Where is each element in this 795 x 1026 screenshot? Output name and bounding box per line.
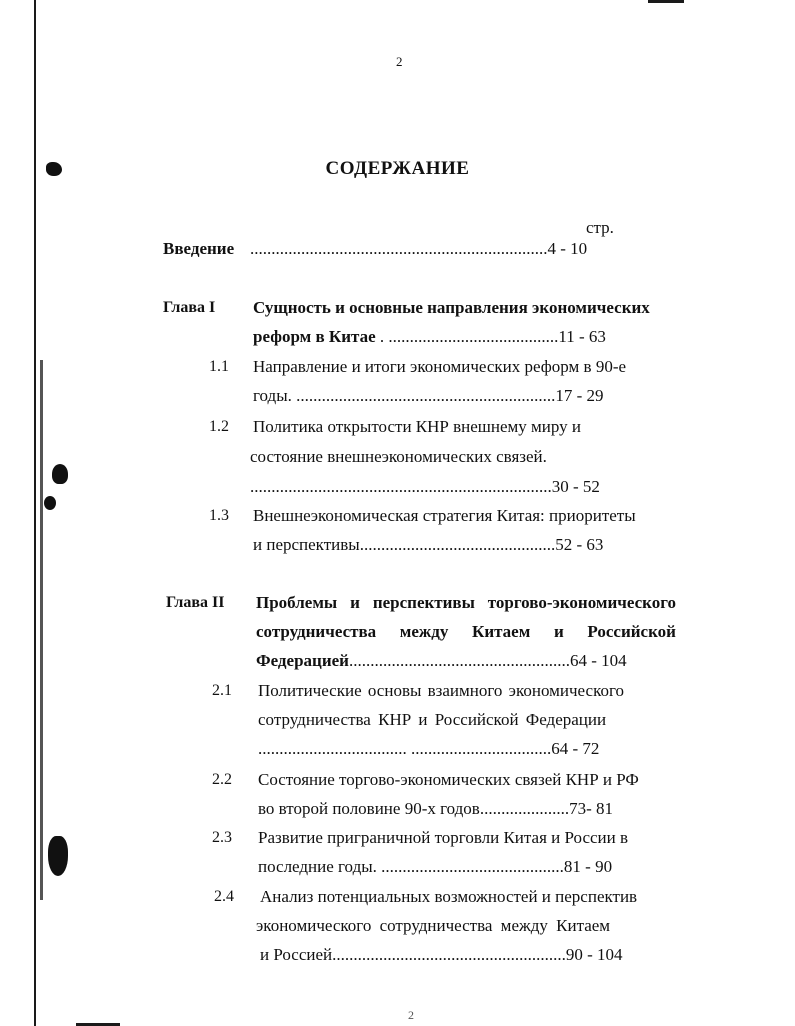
section-1-1-cont <box>253 385 604 407</box>
section-1-3-cont <box>253 534 603 556</box>
scan-blot <box>44 496 56 510</box>
section-title-line: последние годы. <box>258 857 377 876</box>
section-2-3-cont <box>258 856 612 878</box>
page-number-bottom: 2 <box>408 1008 414 1022</box>
title-word: торгово-экономического <box>487 593 676 612</box>
scan-blot <box>48 836 68 876</box>
section-title-line: во второй половине 90-х годов <box>258 799 480 818</box>
section-2-4-title-line2: экономического сотрудничества между Китаем <box>256 916 611 935</box>
page-range: 30 - 52 <box>551 477 600 496</box>
section-2-3-title: Развитие приграничной торговли Китая и России в <box>258 828 629 847</box>
chapter-1-title: Сущность и основные направления экономических <box>253 298 650 317</box>
page-range: 81 - 90 <box>563 857 613 876</box>
section-number: 2.4 <box>214 888 234 905</box>
section-2-1-title-line2: сотрудничества КНР и Российской Федерации <box>258 710 607 729</box>
section-number: 1.3 <box>209 507 229 524</box>
section-2-1-title: Политические основы взаимного экономического <box>258 681 625 700</box>
title-word: перспективы <box>372 593 475 612</box>
dot-leader: . ........................................ <box>375 327 559 346</box>
section-2-4-cont <box>260 944 623 966</box>
section-1-1-title: Направление и итоги экономических реформ в 90-е <box>253 357 627 376</box>
toc-entry-intro-leader <box>250 238 587 260</box>
section-2-1-leader-line <box>258 738 599 760</box>
page-number: 2 <box>396 54 403 69</box>
section-1-2-leader-line <box>250 476 600 498</box>
chapter-2-label: Глава II <box>166 594 225 611</box>
dot-leader: ....................................................... <box>332 945 566 964</box>
chapter-2-title-line2 <box>256 621 676 643</box>
dot-leader: ............................................................. <box>291 386 556 405</box>
section-number: 1.1 <box>209 358 229 375</box>
page-range: 64 - 72 <box>551 739 600 758</box>
scan-mark-top <box>648 0 684 3</box>
section-2-4-title: Анализ потенциальных возможностей и перспектив <box>260 887 638 906</box>
dot-leader: .................................................... <box>348 651 570 670</box>
toc-entry-intro <box>163 238 234 260</box>
intro-label: Введение <box>163 239 235 258</box>
title-word: Проблемы <box>256 593 338 612</box>
chapter-2-title-cont <box>256 650 627 672</box>
section-number: 1.2 <box>209 418 229 435</box>
page-range: 4 - 10 <box>547 239 588 258</box>
section-2-2-title: Состояние торгово-экономических связей КНР и РФ <box>258 770 639 789</box>
chapter-1-title-cont <box>253 326 606 348</box>
scan-edge-line <box>34 0 36 1026</box>
page-range: 52 - 63 <box>555 535 604 554</box>
chapter-1-title-line2: реформ в Китае <box>253 327 376 346</box>
section-number: 2.2 <box>212 771 232 788</box>
page-column-label: стр. <box>586 218 614 237</box>
dot-leader: ....................................................................... <box>250 477 552 496</box>
page-range: 17 - 29 <box>555 386 604 405</box>
title-word: Китаем <box>472 622 531 641</box>
section-number: 2.3 <box>212 829 232 846</box>
section-2-2-cont <box>258 798 613 820</box>
section-number: 2.1 <box>212 682 232 699</box>
title-word: и <box>553 622 564 641</box>
dot-leader: ...................................................................... <box>250 239 548 258</box>
title-word: сотрудничества <box>256 622 377 641</box>
chapter-1-label: Глава I <box>163 299 216 316</box>
section-title-line: и перспективы <box>253 535 360 554</box>
page-range: 73- 81 <box>569 799 614 818</box>
section-1-2-title: Политика открытости КНР внешнему миру и <box>253 417 582 436</box>
chapter-2-title-line3: Федерацией <box>256 651 349 670</box>
chapter-2-title-line1 <box>256 592 676 614</box>
scan-blot <box>52 464 68 484</box>
dot-leader: .............................................. <box>359 535 556 554</box>
page-range: 90 - 104 <box>565 945 623 964</box>
dot-leader: ................................... ................................. <box>258 739 552 758</box>
title-word: и <box>350 593 360 612</box>
section-1-3-title: Внешнеэкономическая стратегия Китая: приоритеты <box>253 506 636 525</box>
page-title: СОДЕРЖАНИЕ <box>325 158 470 179</box>
title-word: Российской <box>587 622 676 641</box>
title-word: между <box>399 622 449 641</box>
dot-leader: ........................................... <box>376 857 564 876</box>
section-1-2-title-line2: состояние внешнеэкономических связей. <box>250 447 547 466</box>
section-title-line: годы. <box>253 386 292 405</box>
section-title-line: и Россией <box>260 945 333 964</box>
page-range: 11 - 63 <box>558 327 606 346</box>
scan-edge-line-thick <box>40 360 43 900</box>
dot-leader: ..................... <box>479 799 570 818</box>
page-range: 64 - 104 <box>569 651 627 670</box>
